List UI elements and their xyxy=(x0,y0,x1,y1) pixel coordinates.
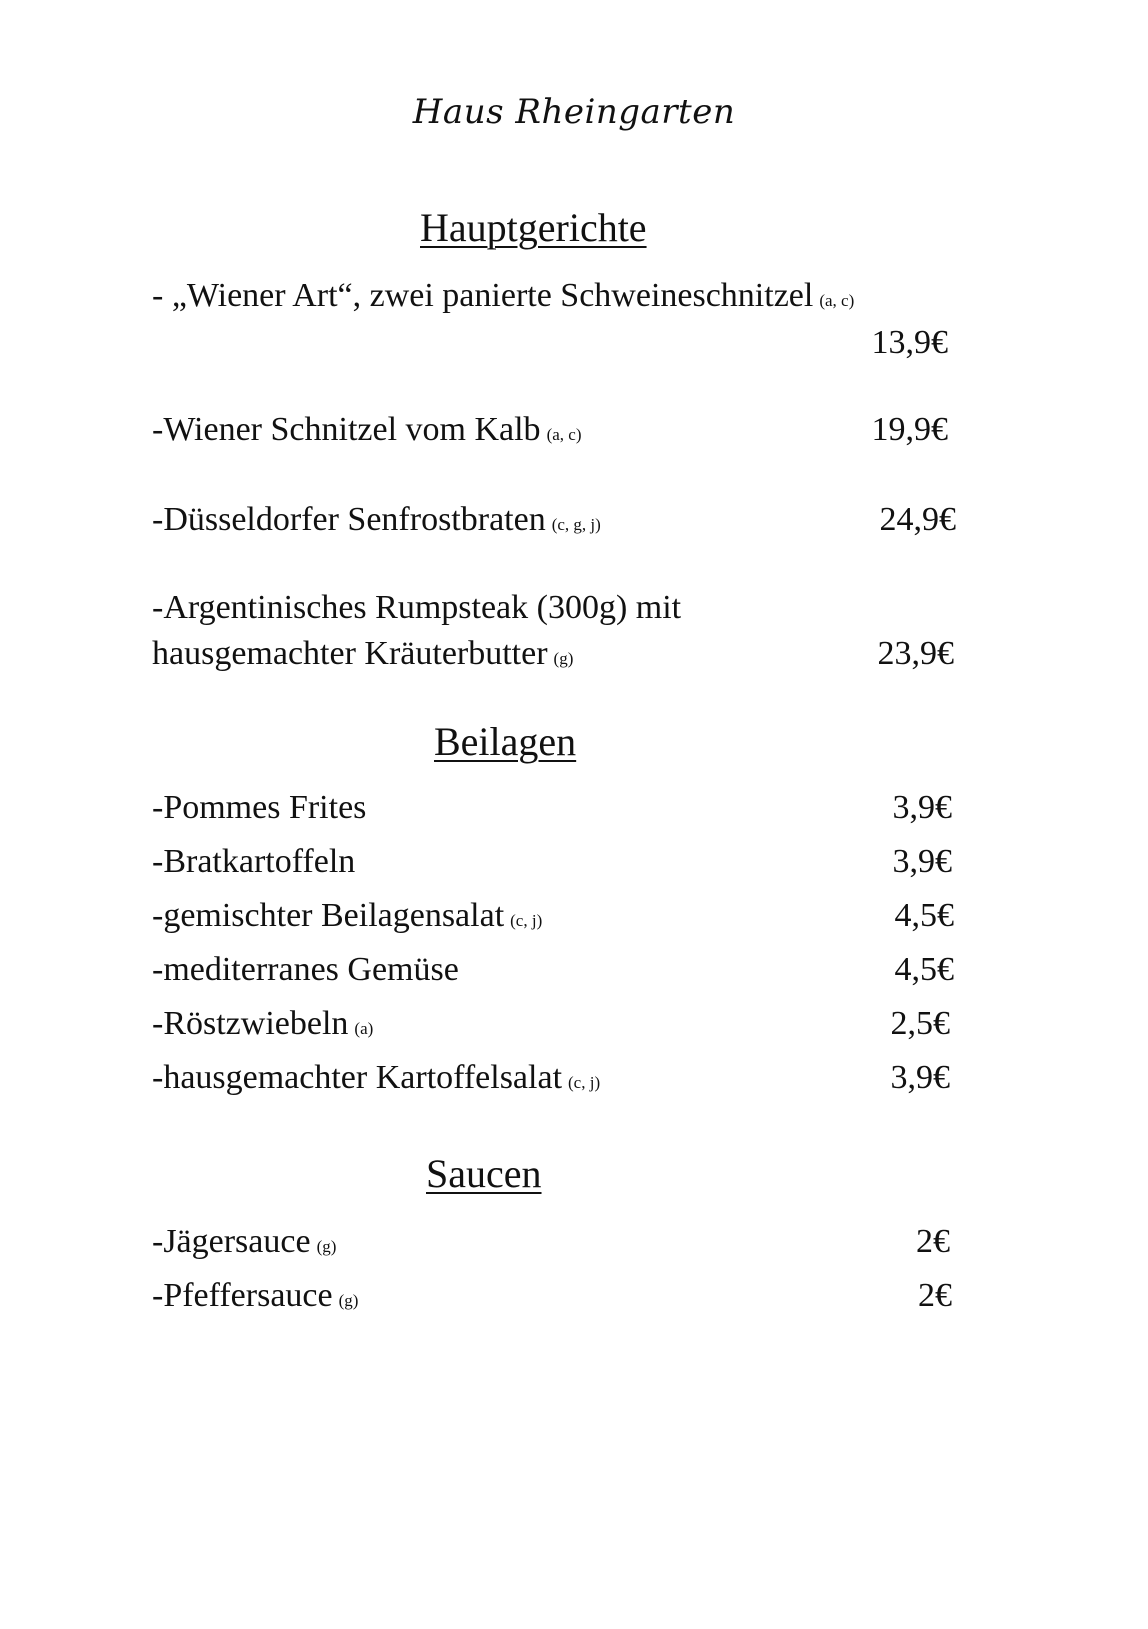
menu-item-name: -Jägersauce xyxy=(152,1223,311,1260)
menu-item-price: 23,9€ xyxy=(877,635,954,672)
menu-item-name: -Pommes Frites xyxy=(152,789,367,826)
menu-item-price: 19,9€ xyxy=(871,411,948,448)
menu-item-price: 4,5€ xyxy=(894,951,954,988)
menu-item xyxy=(152,1222,336,1267)
menu-item xyxy=(152,1058,600,1103)
menu-item xyxy=(152,634,573,679)
menu-item-allergens: (a) xyxy=(354,1019,374,1038)
restaurant-name: Haus Rheingarten xyxy=(412,92,736,132)
menu-item xyxy=(152,1276,358,1321)
menu-item-name: -hausgemachter Kartoffelsalat xyxy=(152,1059,563,1096)
menu-item-allergens: (a, c) xyxy=(546,425,582,444)
menu-item-price: 2€ xyxy=(916,1223,950,1260)
menu-item xyxy=(152,410,581,455)
menu-item-allergens: (g) xyxy=(338,1291,359,1310)
menu-item-allergens: (g) xyxy=(316,1237,337,1256)
menu-item-name: -Röstzwiebeln xyxy=(152,1005,349,1042)
menu-item-allergens: (c, g, j) xyxy=(551,515,601,534)
menu-item xyxy=(152,1004,373,1049)
menu-item xyxy=(152,276,854,321)
section-heading-hauptgerichte: Hauptgerichte xyxy=(420,205,647,250)
section-heading-beilagen: Beilagen xyxy=(434,719,577,764)
menu-item-allergens: (g) xyxy=(553,649,574,668)
section-heading-saucen: Saucen xyxy=(426,1151,542,1196)
menu-item-name: -gemischter Beilagensalat xyxy=(152,897,505,934)
menu-item-name-line2: hausgemachter Kräuterbutter xyxy=(152,635,548,672)
menu-item-allergens: (a, c) xyxy=(819,291,855,310)
menu-item-price: 3,9€ xyxy=(890,1059,950,1096)
menu-item-name: -Pfeffersauce xyxy=(152,1277,333,1314)
menu-item-name: - „Wiener Art“, zwei panierte Schweineschnitzel xyxy=(152,277,814,314)
menu-item-name: -Wiener Schnitzel vom Kalb xyxy=(152,411,541,448)
menu-item xyxy=(152,842,355,882)
menu-item xyxy=(152,950,459,990)
menu-item-name-line1: -Argentinisches Rumpsteak (300g) mit xyxy=(152,589,682,626)
menu-item-name: -mediterranes Gemüse xyxy=(152,951,459,988)
menu-item-price: 2€ xyxy=(918,1277,952,1314)
menu-item-price: 13,9€ xyxy=(871,324,948,361)
menu-item-name: -Bratkartoffeln xyxy=(152,843,356,880)
menu-item-name: -Düsseldorfer Senfrostbraten xyxy=(152,501,546,538)
menu-item xyxy=(152,500,601,545)
menu-item-price: 24,9€ xyxy=(879,501,956,538)
menu-item xyxy=(152,896,542,941)
menu-item-price: 3,9€ xyxy=(892,843,952,880)
menu-item-allergens: (c, j) xyxy=(568,1073,601,1092)
menu-item xyxy=(152,788,366,828)
menu-item-price: 3,9€ xyxy=(892,789,952,826)
menu-item-price: 2,5€ xyxy=(890,1005,950,1042)
menu-item-price: 4,5€ xyxy=(894,897,954,934)
menu-item-allergens: (c, j) xyxy=(510,911,543,930)
